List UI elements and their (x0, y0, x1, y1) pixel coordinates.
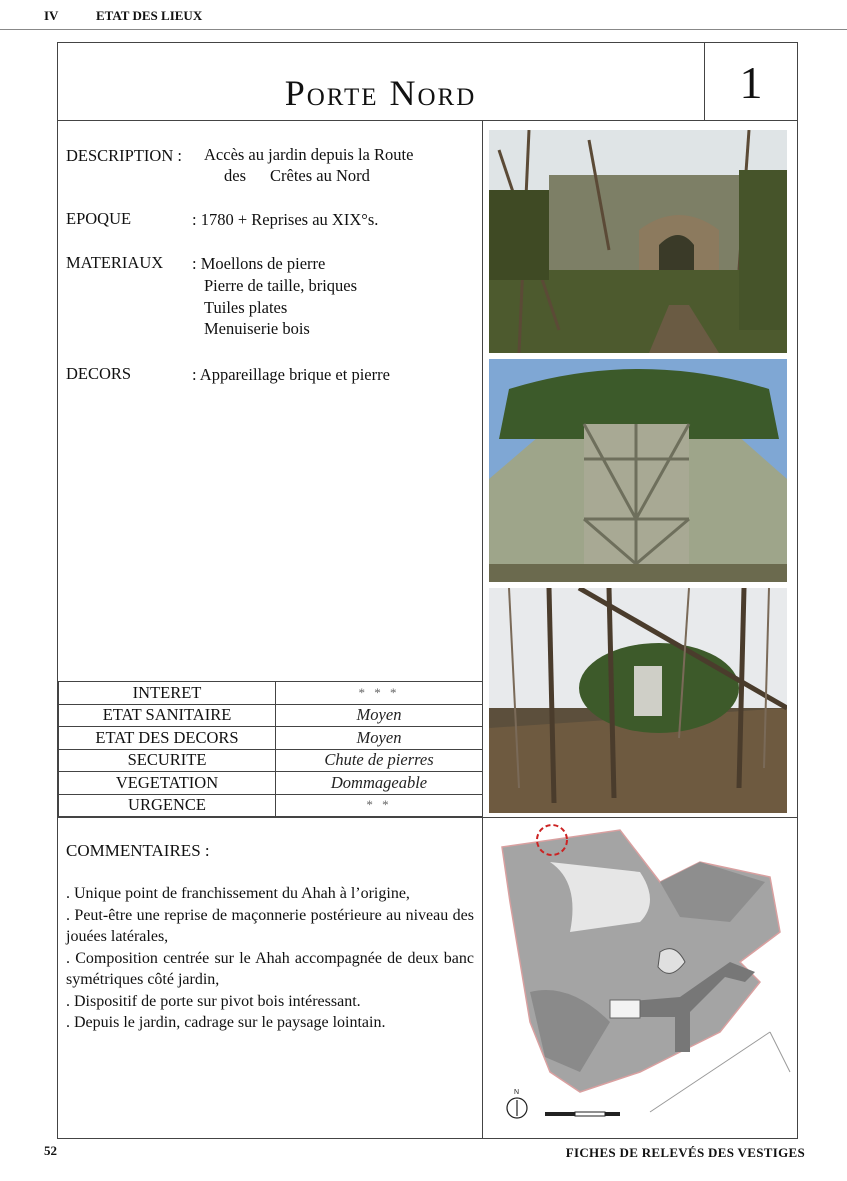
decors-value: : Appareillage brique et pierre (192, 365, 390, 384)
comments-list (66, 883, 474, 1034)
photo-forest-view (489, 588, 787, 813)
criteria-row (59, 794, 483, 817)
comment-item: . Peut-être une reprise de maçonnerie postérieure au niveau des jouées latérales, (66, 906, 474, 945)
criteria-label: INTERET (59, 682, 276, 705)
criteria-value: Moyen (276, 704, 483, 727)
section-number: IV (44, 8, 59, 23)
materiaux-value-3: Tuiles plates (204, 298, 288, 317)
comments-title: COMMENTAIRES : (66, 841, 210, 860)
criteria-value: * * (276, 794, 483, 817)
scale-bar-icon (545, 1112, 620, 1116)
criteria-value: Dommageable (276, 772, 483, 795)
criteria-row (59, 749, 483, 772)
number-divider (704, 42, 705, 120)
comment-item: . Dispositif de porte sur pivot bois intéressant. (66, 992, 361, 1010)
description-line-2a: des (224, 166, 246, 185)
decors-label: DECORS (66, 364, 132, 383)
criteria-row (59, 772, 483, 795)
criteria-label: VEGETATION (59, 772, 276, 795)
sheet-number: 1 (739, 57, 763, 108)
criteria-label: SECURITE (59, 749, 276, 772)
comment-item: . Composition centrée sur le Ahah accompagnée de deux banc symétriques côté jardin, (66, 949, 474, 988)
criteria-row (59, 682, 483, 705)
criteria-label: ETAT DES DECORS (59, 727, 276, 750)
description-label: DESCRIPTION : (66, 146, 182, 165)
comments-rule (57, 817, 798, 818)
photo-wooden-door (489, 359, 787, 582)
criteria-row (59, 727, 483, 750)
criteria-label: ETAT SANITAIRE (59, 704, 276, 727)
criteria-row (59, 704, 483, 727)
page-number: 52 (44, 1143, 57, 1158)
epoque-label: EPOQUE (66, 209, 132, 228)
header-rule (0, 29, 847, 30)
site-plan-map (490, 822, 794, 1132)
photo-arched-passage (489, 130, 787, 353)
title-rule (57, 120, 798, 121)
footer-title: FICHES DE RELEVÉS DES VESTIGES (565, 1145, 805, 1160)
compass-icon (507, 1098, 527, 1118)
criteria-table (58, 681, 483, 817)
criteria-value: Chute de pierres (276, 749, 483, 772)
column-divider (482, 120, 483, 1139)
materiaux-label: MATERIAUX (66, 253, 164, 272)
materiaux-value-1: : Moellons de pierre (192, 254, 326, 273)
materiaux-value-2: Pierre de taille, briques (204, 276, 358, 295)
epoque-value: : 1780 + Reprises au XIX°s. (192, 210, 379, 229)
comment-item: . Depuis le jardin, cadrage sur le paysage lointain. (66, 1014, 386, 1031)
criteria-label: URGENCE (59, 794, 276, 817)
section-title: ETAT DES LIEUX (96, 8, 203, 23)
sheet-title: Porte Nord (284, 73, 477, 113)
description-line-1: Accès au jardin depuis la Route (204, 145, 414, 164)
compass-letter: N (514, 1089, 520, 1096)
description-line-2b: Crêtes au Nord (270, 166, 370, 185)
criteria-value: Moyen (276, 727, 483, 750)
comment-item: . Unique point de franchissement du Ahah à l’origine, (66, 885, 410, 902)
criteria-value: * * * (276, 682, 483, 705)
materiaux-value-4: Menuiserie bois (204, 319, 310, 338)
